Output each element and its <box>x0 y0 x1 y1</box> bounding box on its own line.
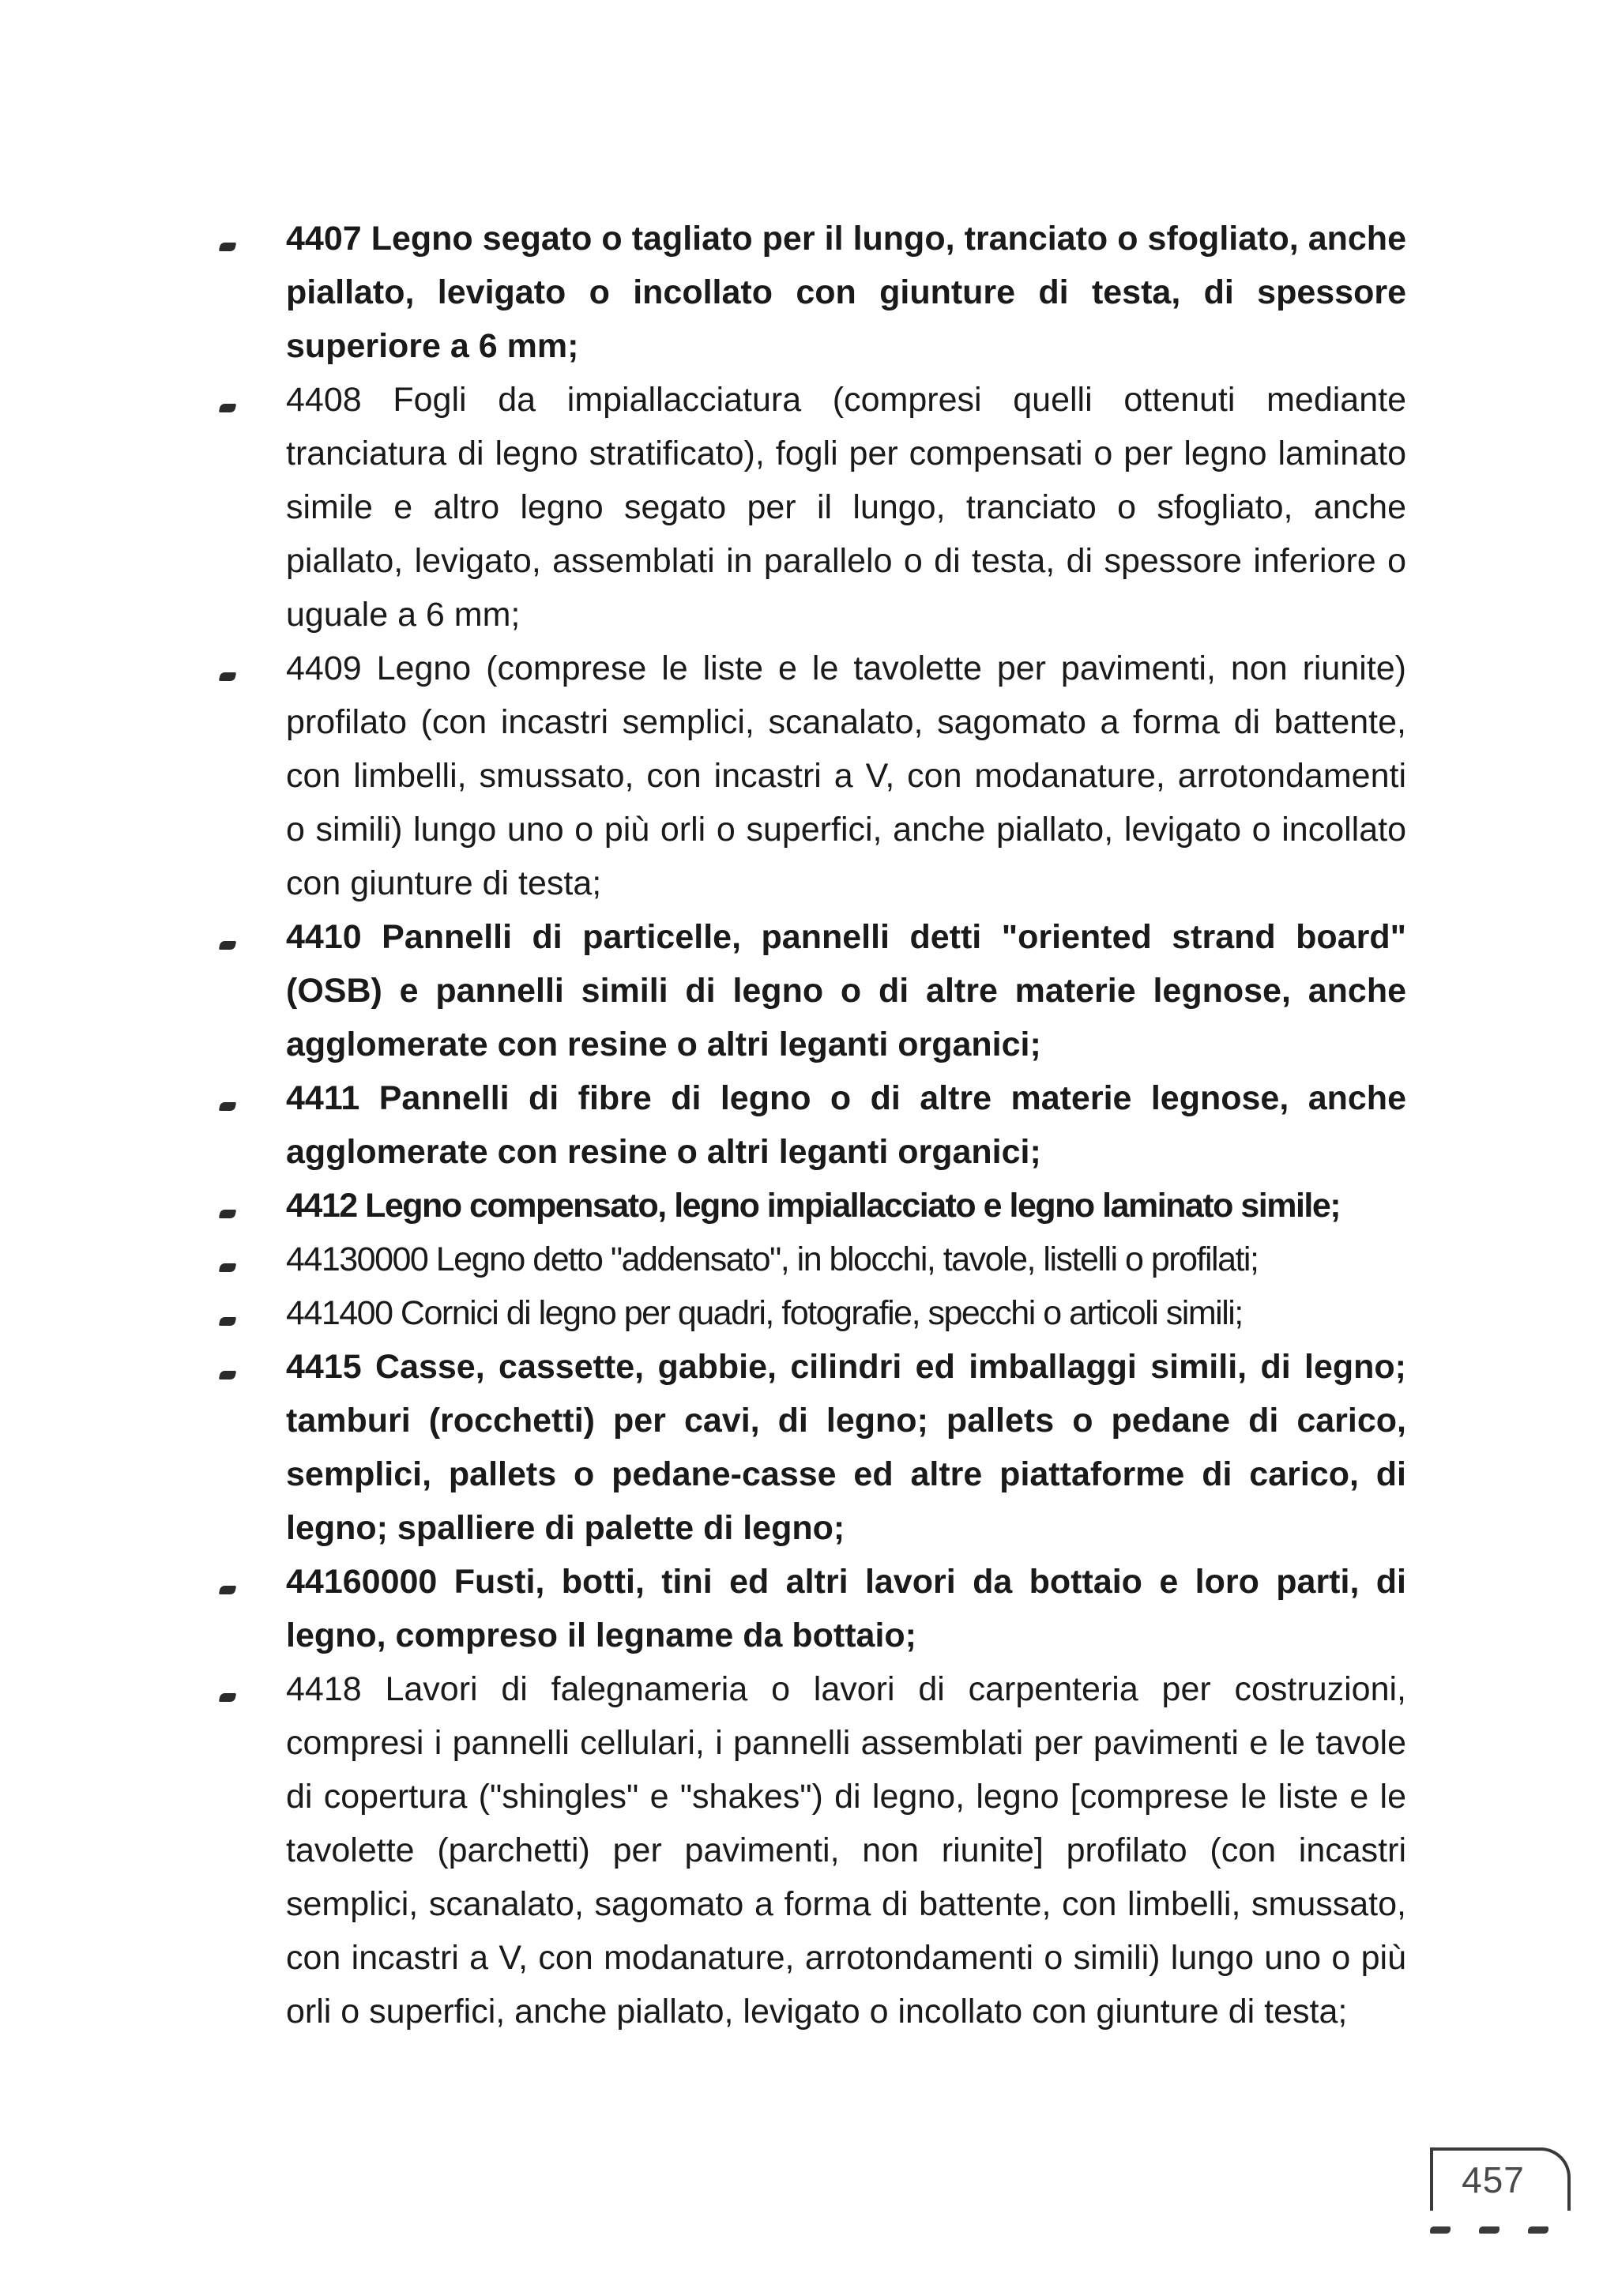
dash-icon <box>1528 2226 1548 2234</box>
list-item <box>213 1071 1406 1179</box>
customs-code-list <box>213 212 1406 2038</box>
bullet-icon <box>219 404 236 412</box>
dash-icon <box>1430 2226 1451 2234</box>
list-item <box>213 1340 1406 1555</box>
list-item-text: 4412 Legno compensato, legno impiallacciato e legno laminato simile; <box>286 1187 1341 1225</box>
list-item-text: 4409 Legno (comprese le liste e le tavolette per pavimenti, non riunite) profilato (con incastri semplici, scanalato, sagomato a forma di battente, con limbelli, smussato, con incastri a V, con modanature, arrotondamenti o simili) lungo uno o più orli o superfici, anche piallato, levigato o incollato con giunture di testa; <box>286 649 1406 902</box>
page-number-dashes-icon <box>1427 2226 1577 2238</box>
list-item-text: 44160000 Fusti, botti, tini ed altri lavori da bottaio e loro parti, di legno, compreso il legname da bottaio; <box>286 1563 1406 1654</box>
list-item-text: 4408 Fogli da impiallacciatura (compresi quelli ottenuti mediante tranciatura di legno stratificato), fogli per compensati o per legno laminato simile e altro legno segato per il lungo, tranciato o sfogliato, anche piallato, levigato, assemblati in parallelo o di testa, di spessore inferiore o uguale a 6 mm; <box>286 381 1406 634</box>
bullet-icon <box>219 1263 236 1272</box>
list-item-text: 441400 Cornici di legno per quadri, fotografie, specchi o articoli simili; <box>286 1294 1243 1332</box>
page-number: 457 <box>1462 2159 1525 2200</box>
bullet-icon <box>219 1210 236 1218</box>
bullet-icon <box>219 243 236 251</box>
list-item-text: 44130000 Legno detto "addensato", in blocchi, tavole, listelli o profilati; <box>286 1240 1259 1278</box>
bullet-icon <box>219 1586 236 1594</box>
list-item <box>213 212 1406 373</box>
bullet-icon <box>219 672 236 681</box>
dash-icon <box>1479 2226 1499 2234</box>
list-item <box>213 373 1406 642</box>
list-item-text: 4418 Lavori di falegnameria o lavori di carpenteria per costruzioni, compresi i pannelli cellulari, i pannelli assemblati per pavimenti e le tavole di copertura ("shingles" e "shakes") di legno, legno [comprese le liste e le tavolette (parchetti) per pavimenti, non riunite] profilato (con incastri semplici, scanalato, sagomato a forma di battente, con limbelli, smussato, con incastri a V, con modanature, arrotondamenti o simili) lungo uno o più orli o superfici, anche piallato, levigato o incollato con giunture di testa; <box>286 1670 1406 2031</box>
list-item-text: 4415 Casse, cassette, gabbie, cilindri ed imballaggi simili, di legno; tamburi (rocchetti) per cavi, di legno; pallets o pedane di carico, semplici, pallets o pedane-casse ed altre piattaforme di carico, di legno; spalliere di palette di legno; <box>286 1348 1406 1547</box>
bullet-icon <box>219 941 236 950</box>
list-item <box>213 910 1406 1071</box>
bullet-icon <box>219 1693 236 1702</box>
page-number-frame <box>1430 2147 1571 2211</box>
list-item <box>213 642 1406 910</box>
list-item <box>213 1286 1406 1340</box>
list-item-text: 4407 Legno segato o tagliato per il lungo, tranciato o sfogliato, anche piallato, levigato o incollato con giunture di testa, di spessore superiore a 6 mm; <box>286 220 1406 365</box>
bullet-icon <box>219 1317 236 1326</box>
list-item <box>213 1179 1406 1233</box>
list-item <box>213 1233 1406 1286</box>
list-item-text: 4410 Pannelli di particelle, pannelli detti "oriented strand board" (OSB) e pannelli simili di legno o di altre materie legnose, anche agglomerate con resine o altri leganti organici; <box>286 918 1406 1063</box>
bullet-icon <box>219 1102 236 1111</box>
bullet-icon <box>219 1371 236 1379</box>
list-item <box>213 1662 1406 2038</box>
list-item <box>213 1555 1406 1662</box>
list-item-text: 4411 Pannelli di fibre di legno o di altre materie legnose, anche agglomerate con resine o altri leganti organici; <box>286 1079 1406 1171</box>
